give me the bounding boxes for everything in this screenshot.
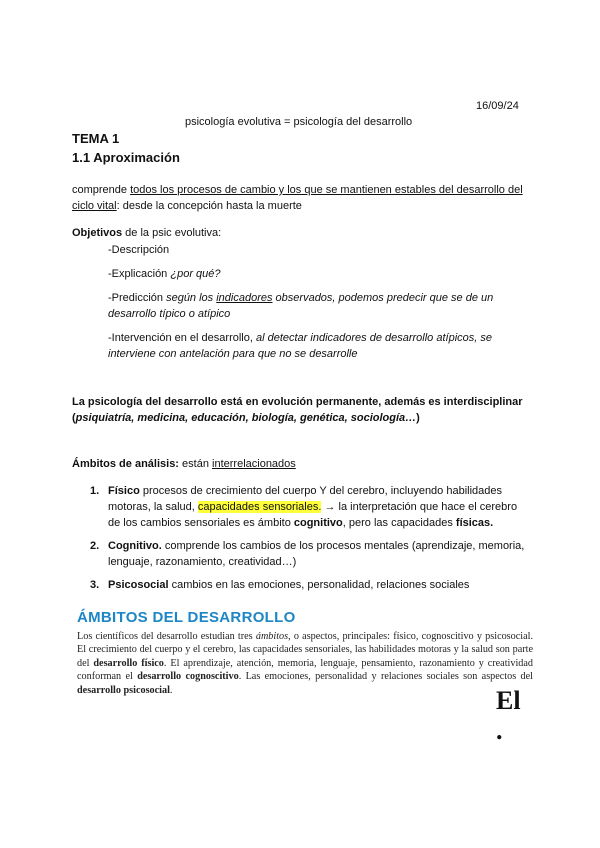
paren-close: ) (416, 412, 420, 424)
objective-text: -Explicación (108, 268, 171, 280)
topic-title: TEMA 1 (72, 131, 120, 146)
list-term: Cognitivo. (108, 540, 162, 552)
list-item (90, 483, 530, 531)
book-text-part: Los científicos del desarrollo estudian tres (77, 631, 256, 642)
book-excerpt-text (77, 630, 533, 697)
objective-italic-a: según los (166, 292, 217, 304)
areas-heading (72, 458, 296, 470)
book-text-part: . Las emociones, personalidad y relaciones sociales son aspectos del (238, 671, 533, 683)
areas-underlined: interrelacionados (212, 458, 296, 470)
objective-italic-b: observados, podemos predecir que se de un desarrollo típico o atípico (108, 292, 494, 320)
areas-bold: Ámbitos de análisis: (72, 458, 179, 470)
areas-rest: están (178, 458, 213, 470)
list-text-c: , pero las capacidades (342, 517, 456, 529)
objective-italic-underlined: indicadores (216, 292, 273, 304)
list-bold-b: cognitivo (293, 517, 343, 529)
list-item (90, 577, 530, 593)
date: 16/09/24 (476, 100, 519, 112)
book-text-part: . El aprendizaje, atención, memoria, lenguaje, pensamiento, razonamiento y creatividad conforman el (77, 657, 533, 683)
definition-paragraph (72, 182, 532, 214)
definition-post: : desde la concepción hasta la muerte (116, 200, 302, 212)
page-subtitle: psicología evolutiva = psicología del desarrollo (185, 116, 413, 128)
list-text: comprende los cambios de los procesos mentales (aprendizaje, memoria, lenguaje, razonamiento, creatividad…) (108, 540, 525, 568)
book-text-bold: desarrollo psicosocial (77, 684, 170, 696)
list-term: Físico (108, 485, 140, 497)
objective-text: -Descripción (108, 244, 170, 256)
list-number: 1. (90, 485, 100, 497)
disciplines-list: psiquiatría, medicina, educación, biología, genética, sociología… (75, 412, 417, 424)
book-text-bold: desarrollo físico (93, 657, 164, 669)
book-text-part: . (169, 684, 173, 696)
paren-open: ( (72, 412, 76, 424)
objective-item (108, 330, 528, 362)
list-number: 2. (90, 540, 100, 552)
cropped-glyph (496, 686, 532, 745)
objective-text: -Intervención en el desarrollo, (108, 332, 256, 344)
objectives-rest: de la psic evolutiva: (122, 227, 222, 239)
objectives-heading (72, 227, 221, 239)
book-text-italic: ámbitos (255, 631, 289, 642)
interdisciplinary-text: La psicología del desarrollo está en evolución permanente, además es interdisciplinar (72, 396, 523, 408)
interdisciplinary-paragraph (72, 394, 532, 426)
objective-text: -Predicción (108, 292, 167, 304)
book-text-part: , o aspectos, principales: físico, cognoscitivo y psicosocial. El crecimiento del cuerpo y el cerebro, las capacidades sensoriales, las habilidades motoras y la salud son parte del (77, 631, 533, 669)
objective-item (108, 266, 528, 282)
list-term: Psicosocial (108, 579, 169, 591)
definition-underlined: todos los procesos de cambio y los que se mantienen estables del desarrollo del ciclo vital (72, 184, 523, 212)
objective-italic: al detectar indicadores de desarrollo atípicos, se interviene con antelación para que no se desarrolle (108, 332, 492, 360)
highlighted-text: capacidades sensoriales. (197, 501, 322, 513)
list-item (90, 538, 530, 570)
book-text-bold: desarrollo cognoscitivo (137, 671, 239, 683)
list-bold-c: físicas. (455, 517, 494, 529)
list-text-b: → la interpretación que hace el cerebro de los cambios sensoriales es ámbito (108, 501, 518, 529)
list-text: cambios en las emociones, personalidad, relaciones sociales (168, 579, 470, 591)
objective-item (108, 242, 528, 258)
definition-pre: comprende (72, 184, 131, 196)
objective-italic: ¿por qué? (170, 268, 221, 280)
section-title: 1.1 Aproximación (72, 150, 180, 165)
objective-item (108, 290, 528, 322)
list-number: 3. (90, 579, 100, 591)
list-text: procesos de crecimiento del cuerpo Y del cerebro, incluyendo habilidades motoras, la salud, (108, 485, 503, 513)
objectives-bold: Objetivos (72, 227, 123, 239)
book-excerpt-title: ÁMBITOS DEL DESARROLLO (77, 609, 296, 626)
cropped-glyph-text: El . (496, 686, 521, 745)
